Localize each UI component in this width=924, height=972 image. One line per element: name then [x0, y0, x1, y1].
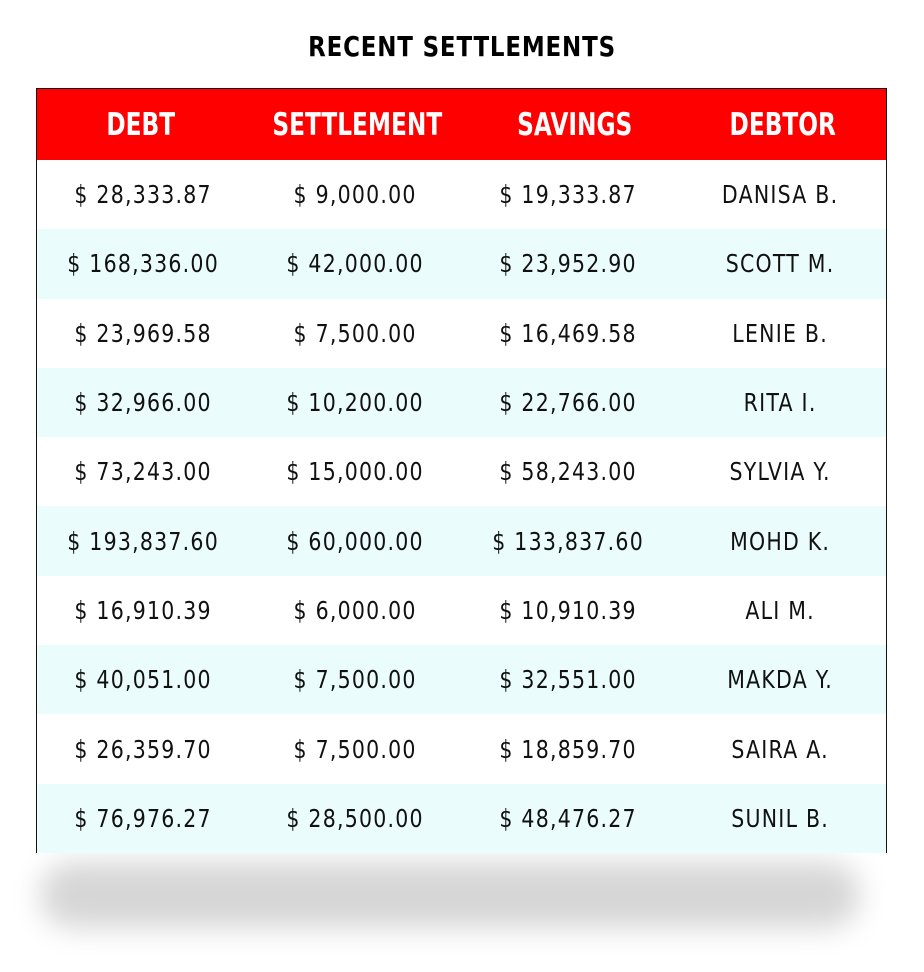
cell-debt: $ 16,910.39 — [74, 595, 212, 625]
table-row — [37, 229, 886, 298]
cell-debtor: LENIE B. — [732, 318, 828, 348]
column-header-settlement: SETTLEMENT — [272, 106, 443, 143]
table-shadow — [40, 862, 860, 928]
cell-settlement: $ 7,500.00 — [293, 665, 417, 695]
cell-debtor: SYLVIA Y. — [729, 457, 831, 487]
cell-debt: $ 26,359.70 — [74, 734, 212, 764]
cell-savings: $ 10,910.39 — [498, 595, 637, 625]
cell-settlement: $ 28,500.00 — [286, 803, 425, 833]
cell-debt: $ 40,051.00 — [74, 665, 212, 695]
cell-debt: $ 32,966.00 — [74, 388, 212, 418]
settlements-table — [36, 88, 887, 853]
cell-savings: $ 133,837.60 — [491, 526, 644, 556]
cell-debtor: ALI M. — [745, 595, 815, 625]
cell-debtor: SAIRA A. — [731, 734, 829, 764]
table-row — [37, 368, 886, 437]
cell-debtor: DANISA B. — [721, 180, 839, 210]
table-header — [37, 89, 886, 160]
cell-debt: $ 193,837.60 — [67, 526, 219, 556]
cell-savings: $ 58,243.00 — [498, 457, 637, 487]
column-header-debtor: DEBTOR — [729, 106, 836, 143]
cell-settlement: $ 42,000.00 — [286, 249, 425, 279]
cell-debtor: SUNIL B. — [730, 803, 829, 833]
cell-debt: $ 23,969.58 — [74, 318, 212, 348]
cell-settlement: $ 7,500.00 — [293, 318, 417, 348]
cell-savings: $ 23,952.90 — [498, 249, 637, 279]
table-row — [37, 506, 886, 575]
column-header-savings: SAVINGS — [517, 106, 633, 143]
table-row — [37, 645, 886, 714]
table-row — [37, 437, 886, 506]
cell-settlement: $ 10,200.00 — [286, 388, 425, 418]
cell-savings: $ 32,551.00 — [498, 665, 637, 695]
cell-settlement: $ 6,000.00 — [293, 595, 417, 625]
table-row — [37, 576, 886, 645]
cell-savings: $ 22,766.00 — [498, 388, 637, 418]
cell-debt: $ 28,333.87 — [74, 180, 212, 210]
column-header-debt: DEBT — [106, 106, 176, 143]
page-title: RECENT SETTLEMENTS — [308, 30, 616, 63]
cell-debtor: SCOTT M. — [725, 249, 835, 279]
cell-savings: $ 19,333.87 — [498, 180, 637, 210]
table-row — [37, 160, 886, 229]
table-row — [37, 714, 886, 783]
cell-settlement: $ 60,000.00 — [286, 526, 425, 556]
cell-settlement: $ 7,500.00 — [293, 734, 417, 764]
cell-debtor: MAKDA Y. — [726, 665, 833, 695]
cell-debtor: MOHD K. — [729, 526, 830, 556]
cell-savings: $ 48,476.27 — [498, 803, 637, 833]
cell-debtor: RITA I. — [743, 388, 817, 418]
cell-debt: $ 76,976.27 — [74, 803, 212, 833]
table-row — [37, 299, 886, 368]
cell-debt: $ 73,243.00 — [74, 457, 212, 487]
cell-settlement: $ 15,000.00 — [286, 457, 425, 487]
cell-savings: $ 16,469.58 — [498, 318, 637, 348]
cell-savings: $ 18,859.70 — [498, 734, 637, 764]
cell-debt: $ 168,336.00 — [67, 249, 219, 279]
table-row — [37, 784, 886, 853]
cell-settlement: $ 9,000.00 — [293, 180, 417, 210]
